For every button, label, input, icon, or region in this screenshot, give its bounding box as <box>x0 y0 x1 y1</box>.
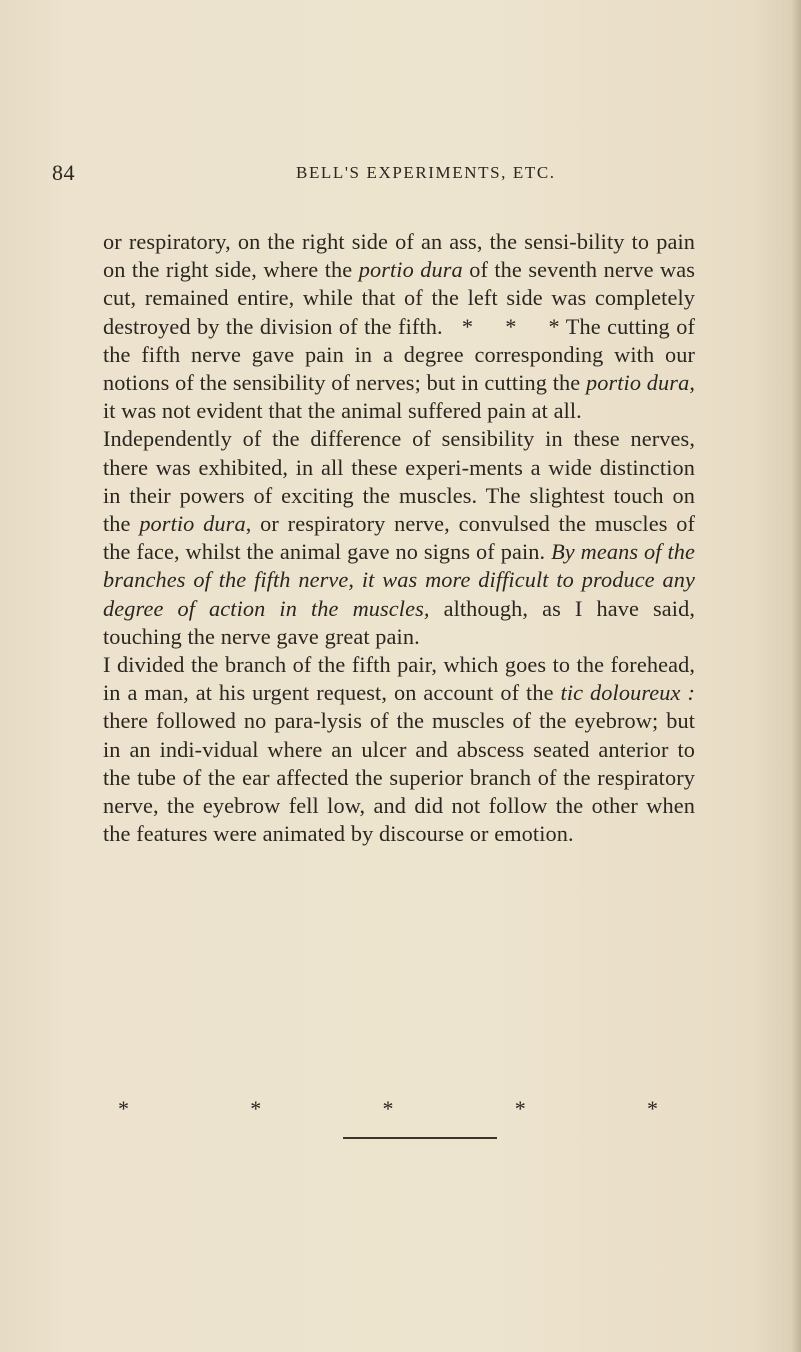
text-run: , it was not evident that the animal suffered pain at all. <box>103 370 696 424</box>
text-run: of the seventh nerve was cut, remained entire, while that of the left side was completely destroyed by the division of the fifth. * * * The cutting of the fifth nerve gave pain in a degree corresponding with our notions of the sensibility of nerves; but in cutting the <box>103 257 695 396</box>
asterisk: * <box>250 1096 262 1121</box>
page-number: 84 <box>52 160 75 185</box>
text-run: Independently of the difference of sensibility in these nerves, there was exhibited, in all these experi-ments a wide distinction in their powers of exciting the muscles. The slightest touch on the <box>103 426 695 537</box>
asterisk: * <box>647 1096 658 1121</box>
text-run: although, as I have said, touching the nerve gave great pain. <box>103 595 696 649</box>
running-title: BELL'S EXPERIMENTS, ETC. <box>296 163 556 182</box>
section-break-asterisks <box>118 1096 658 1122</box>
asterisk: * <box>382 1096 394 1121</box>
body-text <box>103 228 695 848</box>
paragraph <box>103 228 695 425</box>
italic-run: By means of the branches of the fifth nerve, it was more difficult to produce any degree of action in the muscles, <box>103 539 696 621</box>
italic-run: tic doloureux : <box>560 680 695 706</box>
paragraph <box>103 425 695 651</box>
asterisk: * <box>514 1096 526 1121</box>
italic-run: portio dura <box>585 370 690 396</box>
paragraph <box>103 651 695 848</box>
page-edge-shadow <box>791 0 801 1352</box>
asterisk: * <box>118 1096 129 1121</box>
text-run: there followed no para-lysis of the muscles of the eyebrow; but in an indi-vidual where an ulcer and abscess seated anterior to the tube of the ear affected the superior branch of the respiratory nerve, the eyebrow fell low, and did not follow the other when the features were animated by discourse or emotion. <box>103 708 695 847</box>
text-run: I divided the branch of the fifth pair, which goes to the forehead, in a man, at his urgent request, on account of the <box>103 652 695 706</box>
text-run: , or respiratory nerve, convulsed the muscles of the face, whilst the animal gave no signs of pain. <box>103 511 696 565</box>
closing-rule <box>343 1137 497 1139</box>
italic-run: portio dura <box>139 511 246 537</box>
text-run: or respiratory, on the right side of an ass, the sensi-bility to pain on the right side, where the <box>103 229 695 283</box>
italic-run: portio dura <box>358 257 463 283</box>
page-header <box>52 160 702 190</box>
